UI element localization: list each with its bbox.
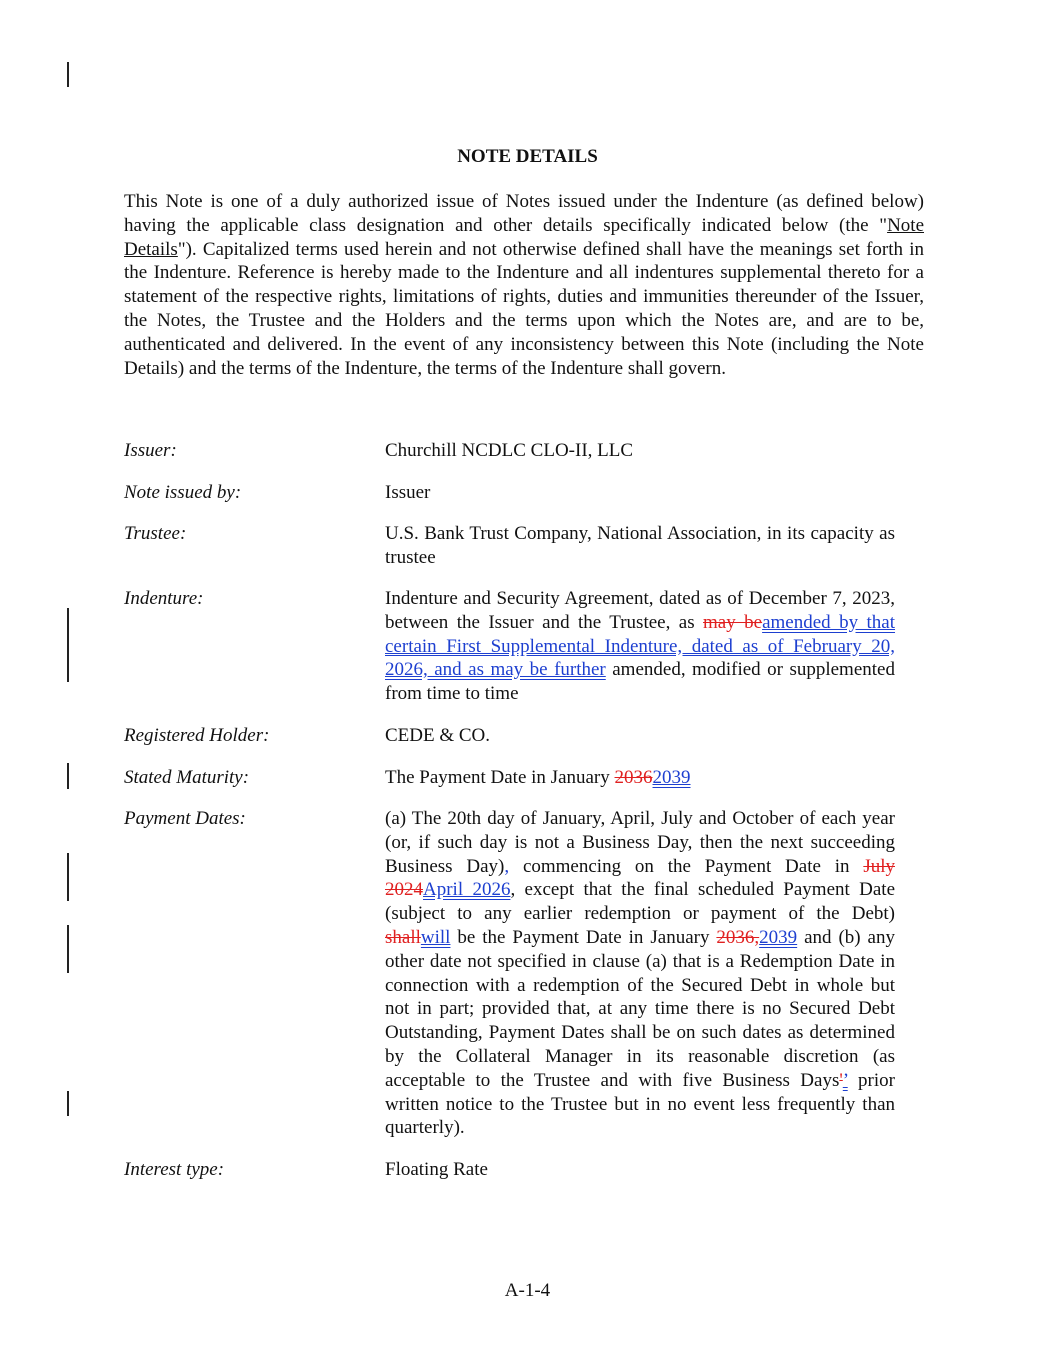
detail-value bbox=[385, 587, 895, 706]
deletion: ' bbox=[839, 1069, 843, 1091]
text: Indenture and Security Agreement, dated as of December 7, 2023, between the Issuer and the Trustee, as bbox=[385, 588, 895, 633]
detail-label: Registered Holder: bbox=[124, 725, 270, 746]
detail-value: U.S. Bank Trust Company, National Association, in its capacity as trustee bbox=[385, 523, 895, 568]
insertion: ’ bbox=[842, 1069, 848, 1091]
detail-value bbox=[385, 807, 895, 1140]
detail-value: Churchill NCDLC CLO-II, LLC bbox=[385, 440, 634, 461]
detail-value: Issuer bbox=[385, 482, 431, 503]
change-bar bbox=[67, 608, 69, 682]
deletion: July 2024 bbox=[385, 855, 895, 901]
page-number: A-1-4 bbox=[504, 1280, 551, 1301]
insertion: amended by that certain First Supplemental Indenture, dated as of February 20, 2026, and as may be further bbox=[385, 611, 896, 681]
text: The Payment Date in January bbox=[385, 767, 615, 788]
text: (a) The 20th day of January, April, July and October of each year (or, if such day is not a Business Day, then the next succeeding Business Day) bbox=[385, 808, 895, 877]
detail-label: Indenture: bbox=[124, 588, 204, 609]
intro-text-after: "). Capitalized terms used herein and not otherwise defined shall have the meanings set forth in the Indenture. Reference is hereby made to the Indenture and all indentures supplemental thereto for a statement of the respective rights, limitations of rights, duties and immunities thereunder of the Issuer, the Notes, the Trustee and the Holders and the terms upon which the Notes are, and are to be, authenticated and delivered. In the event of any inconsistency between this Note (including the Note Details) and the terms of the Indenture, the terms of the Indenture shall govern. bbox=[124, 238, 924, 379]
text: prior written notice to the Trustee but in no event less frequently than quarterly). bbox=[385, 1069, 895, 1139]
detail-label: Interest type: bbox=[124, 1159, 225, 1180]
insertion: , bbox=[504, 855, 510, 877]
insertion: April 2026 bbox=[423, 879, 511, 901]
text: amended, modified or supplemented from time to time bbox=[385, 659, 895, 705]
text: be the Payment Date in January bbox=[450, 926, 717, 948]
detail-label: Note issued by: bbox=[124, 482, 242, 503]
text: , except that the final scheduled Payment Date (subject to any earlier redemption or payment of the Debt) bbox=[385, 879, 895, 925]
insertion: 2039 bbox=[652, 767, 691, 788]
page-title: NOTE DETAILS bbox=[457, 146, 598, 167]
text: commencing on the Payment Date in bbox=[509, 855, 864, 877]
deletion: 2036 bbox=[614, 767, 653, 788]
insertion: will bbox=[420, 926, 451, 948]
deletion: shall bbox=[385, 926, 421, 948]
text: and (b) any other date not specified in clause (a) that is a Redemption Date in connection with a redemption of the Secured Debt in whole but not in part; provided that, at any time there is no Secured Debt Outstanding, Payment Dates shall be on such dates as determined by the Collateral Manager in its reasonable discretion (as acceptable to the Trustee and with five Business Days bbox=[385, 926, 895, 1091]
change-bar bbox=[67, 925, 69, 973]
change-bar bbox=[67, 853, 69, 901]
change-bar bbox=[67, 1091, 69, 1116]
detail-value bbox=[385, 766, 895, 790]
detail-label: Stated Maturity: bbox=[124, 767, 250, 788]
deletion: 2036, bbox=[716, 926, 760, 948]
detail-value: CEDE & CO. bbox=[385, 725, 491, 746]
detail-value: Floating Rate bbox=[385, 1159, 488, 1180]
deletion: may be bbox=[703, 611, 763, 633]
defined-term: Note Details bbox=[124, 214, 924, 260]
detail-label: Issuer: bbox=[124, 440, 177, 461]
change-bar bbox=[67, 763, 69, 789]
detail-label: Trustee: bbox=[124, 523, 187, 544]
insertion: 2039 bbox=[759, 926, 798, 948]
detail-label: Payment Dates: bbox=[124, 808, 246, 829]
intro-paragraph bbox=[124, 190, 924, 380]
intro-text-before: This Note is one of a duly authorized issue of Notes issued under the Indenture (as defined below) having the applicable class designation and other details specifically indicated below (the " bbox=[124, 191, 924, 236]
change-bar bbox=[67, 62, 69, 87]
